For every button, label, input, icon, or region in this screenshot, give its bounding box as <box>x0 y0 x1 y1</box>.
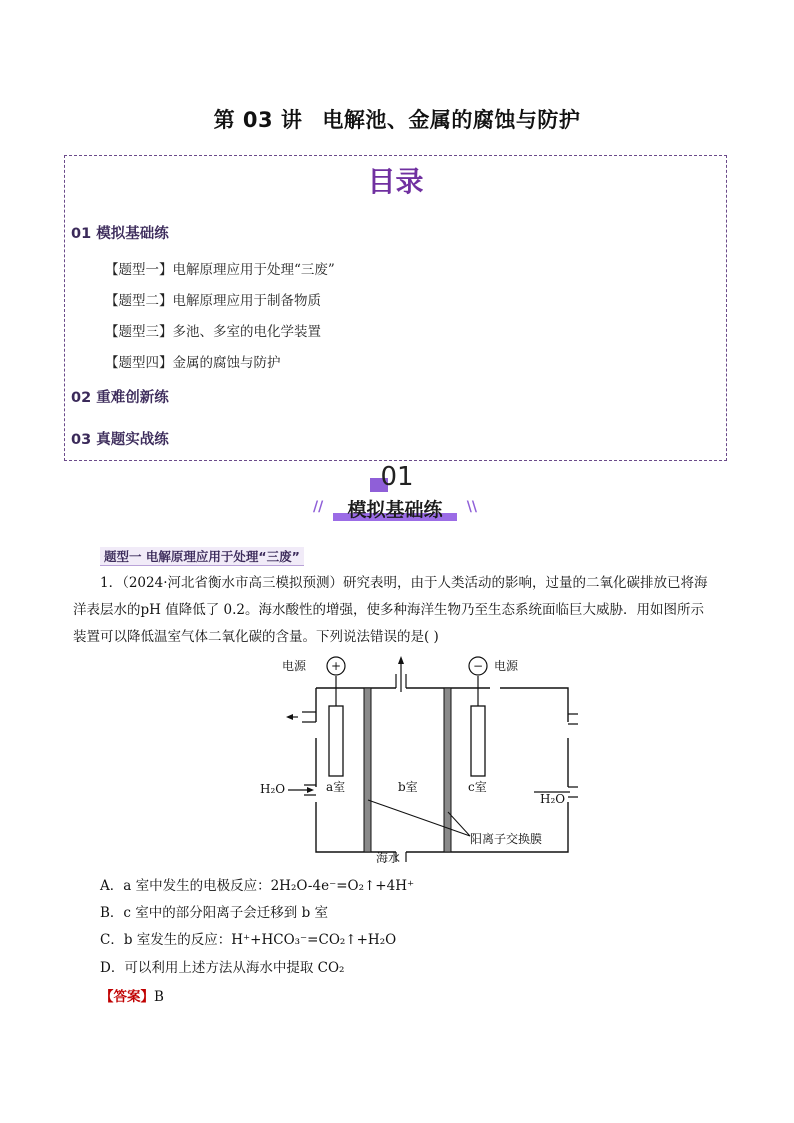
water-left-label: H₂O <box>260 782 286 796</box>
toc-subitem-2[interactable]: 【题型二】电解原理应用于制备物质 <box>105 293 321 309</box>
room-b-label: b室 <box>398 780 418 794</box>
toc-subitem-3[interactable]: 【题型三】多池、多室的电化学装置 <box>105 324 321 340</box>
room-a-label: a室 <box>326 780 346 794</box>
section-title: 模拟基础练 <box>347 499 443 521</box>
section-banner <box>315 495 475 525</box>
toc-subitem-1[interactable]: 【题型一】电解原理应用于处理“三废” <box>105 262 335 278</box>
slash-left-icon: // <box>313 499 324 515</box>
section-number: 01 <box>380 462 414 492</box>
lecture-topic: 电解池、金属的腐蚀与防护 <box>322 108 581 132</box>
power-right-label: 电源 <box>494 659 519 673</box>
power-left-label: 电源 <box>281 659 306 673</box>
question-line-2: 洋表层水的pH 值降低了 0.2。海水酸性的增强，使多种海洋生物乃至生态系统面临巨大威胁．用如图所示 <box>73 602 704 618</box>
question-line-3: 装置可以降低温室气体二氧化碳的含量。下列说法错误的是( ) <box>73 629 439 645</box>
toc-item-basic[interactable]: 01 模拟基础练 <box>71 226 169 242</box>
minus-sign: − <box>472 659 484 673</box>
page-title <box>0 104 794 134</box>
lecture-number: 第 03 讲 <box>213 108 303 132</box>
toc-item-innovation[interactable]: 02 重难创新练 <box>71 390 169 406</box>
answer-tag: 【答案】 <box>100 989 154 1005</box>
answer <box>100 985 164 1005</box>
question-line-1: 1．（2024·河北省衡水市高三模拟预测）研究表明，由于人类活动的影响，过量的二氧化碳排放已将海 <box>100 575 708 591</box>
toc-subitem-4[interactable]: 【题型四】金属的腐蚀与防护 <box>105 355 281 371</box>
seawater-label: 海水 <box>376 851 401 865</box>
toc-item-real-exam[interactable]: 03 真题实战练 <box>71 432 169 448</box>
answer-value: B <box>154 989 164 1005</box>
electrolysis-diagram <box>258 652 578 867</box>
option-b[interactable]: B．c 室中的部分阳离子会迁移到 b 室 <box>100 905 328 921</box>
option-a[interactable]: A．a 室中发生的电极反应：2H₂O-4e⁻=O₂↑+4H⁺ <box>100 878 415 894</box>
plus-sign: + <box>330 659 342 673</box>
membrane-label: 阳离子交换膜 <box>470 832 543 846</box>
slash-right-icon: \\ <box>466 499 477 515</box>
water-right-label: H₂O <box>540 792 566 806</box>
table-of-contents <box>64 155 727 461</box>
toc-heading: 目录 <box>367 165 424 198</box>
option-d[interactable]: D．可以利用上述方法从海水中提取 CO₂ <box>100 960 345 976</box>
option-c[interactable]: C．b 室发生的反应：H⁺+HCO₃⁻=CO₂↑+H₂O <box>100 932 397 948</box>
room-c-label: c室 <box>468 780 487 794</box>
question-type-label: 题型一 电解原理应用于处理“三废” <box>100 547 304 566</box>
